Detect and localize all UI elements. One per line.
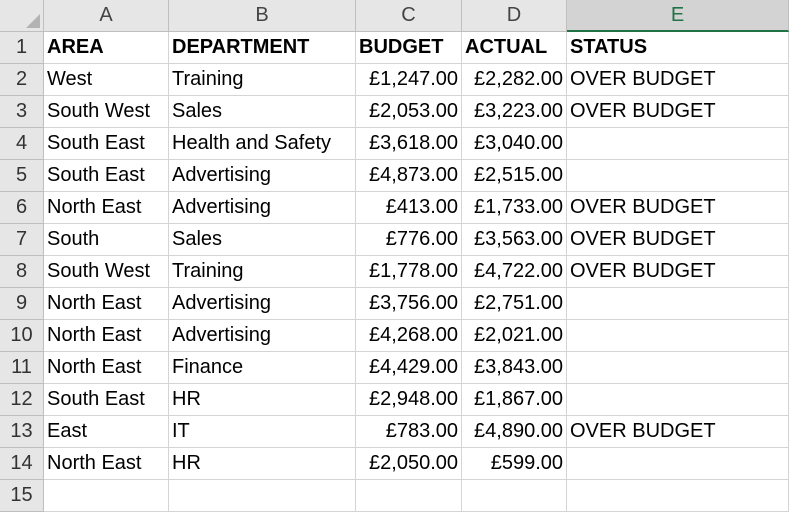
cell-c6[interactable]: £413.00	[356, 192, 462, 224]
header-cell-e[interactable]: STATUS	[567, 32, 789, 64]
row-header-7[interactable]: 7	[0, 224, 44, 256]
cell-d9[interactable]: £2,751.00	[462, 288, 567, 320]
cell-b6[interactable]: Advertising	[169, 192, 356, 224]
cell-d3[interactable]: £3,223.00	[462, 96, 567, 128]
cell-e7[interactable]: OVER BUDGET	[567, 224, 789, 256]
row-header-12[interactable]: 12	[0, 384, 44, 416]
cell-b3[interactable]: Sales	[169, 96, 356, 128]
cell-a6[interactable]: North East	[44, 192, 169, 224]
cell-e15[interactable]	[567, 480, 789, 512]
row-header-14[interactable]: 14	[0, 448, 44, 480]
row-header-11[interactable]: 11	[0, 352, 44, 384]
cell-d10[interactable]: £2,021.00	[462, 320, 567, 352]
cell-d12[interactable]: £1,867.00	[462, 384, 567, 416]
cell-e9[interactable]	[567, 288, 789, 320]
row-header-8[interactable]: 8	[0, 256, 44, 288]
cell-e10[interactable]	[567, 320, 789, 352]
cell-d7[interactable]: £3,563.00	[462, 224, 567, 256]
cell-c14[interactable]: £2,050.00	[356, 448, 462, 480]
cell-c15[interactable]	[356, 480, 462, 512]
select-all-corner[interactable]	[0, 0, 44, 32]
cell-a5[interactable]: South East	[44, 160, 169, 192]
cell-c3[interactable]: £2,053.00	[356, 96, 462, 128]
cell-b11[interactable]: Finance	[169, 352, 356, 384]
row-header-2[interactable]: 2	[0, 64, 44, 96]
cell-c7[interactable]: £776.00	[356, 224, 462, 256]
cell-e8[interactable]: OVER BUDGET	[567, 256, 789, 288]
cell-c9[interactable]: £3,756.00	[356, 288, 462, 320]
cell-a15[interactable]	[44, 480, 169, 512]
cell-a9[interactable]: North East	[44, 288, 169, 320]
cell-d5[interactable]: £2,515.00	[462, 160, 567, 192]
cell-d13[interactable]: £4,890.00	[462, 416, 567, 448]
cell-e12[interactable]	[567, 384, 789, 416]
cell-b8[interactable]: Training	[169, 256, 356, 288]
cell-b4[interactable]: Health and Safety	[169, 128, 356, 160]
row-header-4[interactable]: 4	[0, 128, 44, 160]
column-header-e[interactable]: E	[567, 0, 789, 32]
cell-b13[interactable]: IT	[169, 416, 356, 448]
cell-b12[interactable]: HR	[169, 384, 356, 416]
cell-e6[interactable]: OVER BUDGET	[567, 192, 789, 224]
cell-d11[interactable]: £3,843.00	[462, 352, 567, 384]
cell-c11[interactable]: £4,429.00	[356, 352, 462, 384]
cell-e5[interactable]	[567, 160, 789, 192]
column-header-a[interactable]: A	[44, 0, 169, 32]
row-header-15[interactable]: 15	[0, 480, 44, 512]
select-all-triangle-icon	[26, 14, 40, 28]
cell-d15[interactable]	[462, 480, 567, 512]
cell-a7[interactable]: South	[44, 224, 169, 256]
cell-a8[interactable]: South West	[44, 256, 169, 288]
cell-d2[interactable]: £2,282.00	[462, 64, 567, 96]
cell-b10[interactable]: Advertising	[169, 320, 356, 352]
cell-c12[interactable]: £2,948.00	[356, 384, 462, 416]
column-header-c[interactable]: C	[356, 0, 462, 32]
cell-a13[interactable]: East	[44, 416, 169, 448]
row-header-13[interactable]: 13	[0, 416, 44, 448]
cell-c10[interactable]: £4,268.00	[356, 320, 462, 352]
cell-d6[interactable]: £1,733.00	[462, 192, 567, 224]
row-header-6[interactable]: 6	[0, 192, 44, 224]
header-cell-b[interactable]: DEPARTMENT	[169, 32, 356, 64]
cell-e4[interactable]	[567, 128, 789, 160]
cell-b15[interactable]	[169, 480, 356, 512]
cell-a10[interactable]: North East	[44, 320, 169, 352]
cell-c5[interactable]: £4,873.00	[356, 160, 462, 192]
row-header-1[interactable]: 1	[0, 32, 44, 64]
cell-d8[interactable]: £4,722.00	[462, 256, 567, 288]
row-header-3[interactable]: 3	[0, 96, 44, 128]
cell-b5[interactable]: Advertising	[169, 160, 356, 192]
column-header-b[interactable]: B	[169, 0, 356, 32]
header-cell-d[interactable]: ACTUAL	[462, 32, 567, 64]
cell-a3[interactable]: South West	[44, 96, 169, 128]
cell-a4[interactable]: South East	[44, 128, 169, 160]
cell-e3[interactable]: OVER BUDGET	[567, 96, 789, 128]
column-header-d[interactable]: D	[462, 0, 567, 32]
cell-a12[interactable]: South East	[44, 384, 169, 416]
cell-e13[interactable]: OVER BUDGET	[567, 416, 789, 448]
cell-e11[interactable]	[567, 352, 789, 384]
cell-a2[interactable]: West	[44, 64, 169, 96]
cell-e2[interactable]: OVER BUDGET	[567, 64, 789, 96]
cell-c8[interactable]: £1,778.00	[356, 256, 462, 288]
header-cell-c[interactable]: BUDGET	[356, 32, 462, 64]
cell-c2[interactable]: £1,247.00	[356, 64, 462, 96]
cell-d4[interactable]: £3,040.00	[462, 128, 567, 160]
row-header-5[interactable]: 5	[0, 160, 44, 192]
cell-b14[interactable]: HR	[169, 448, 356, 480]
cell-c4[interactable]: £3,618.00	[356, 128, 462, 160]
cell-b9[interactable]: Advertising	[169, 288, 356, 320]
cell-b2[interactable]: Training	[169, 64, 356, 96]
row-header-9[interactable]: 9	[0, 288, 44, 320]
cell-a14[interactable]: North East	[44, 448, 169, 480]
cell-d14[interactable]: £599.00	[462, 448, 567, 480]
row-header-10[interactable]: 10	[0, 320, 44, 352]
cell-c13[interactable]: £783.00	[356, 416, 462, 448]
cell-e14[interactable]	[567, 448, 789, 480]
header-cell-a[interactable]: AREA	[44, 32, 169, 64]
cell-b7[interactable]: Sales	[169, 224, 356, 256]
cell-a11[interactable]: North East	[44, 352, 169, 384]
